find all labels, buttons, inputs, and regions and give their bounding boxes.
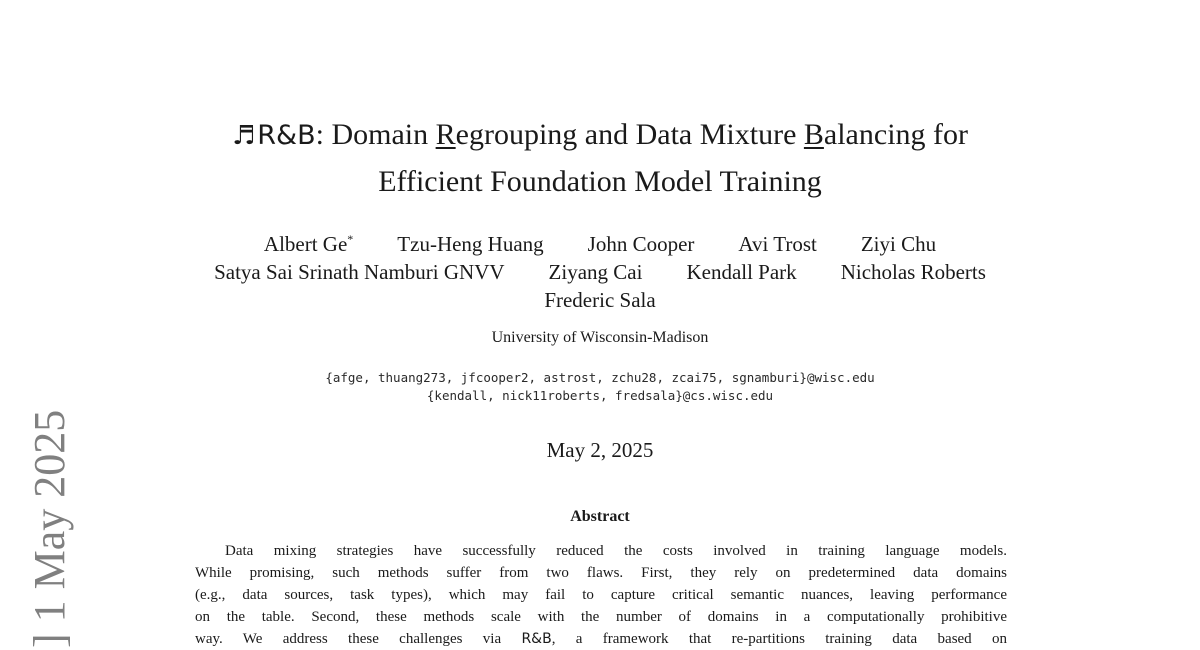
author-row [0, 258, 1200, 286]
title-line-2: Efficient Foundation Model Training [378, 165, 822, 198]
abstract-body [195, 540, 1007, 650]
abstract-line: While promising, such methods suffer from two flaws. First, they rely on predetermined data domains [195, 565, 1007, 581]
author-name: Avi Trost [738, 232, 817, 256]
title-underlined-letter: R [435, 118, 456, 151]
abstract-line: on the table. Second, these methods scale with the number of domains in a computationally prohibitive [195, 609, 1007, 625]
author-name: Nicholas Roberts [840, 260, 986, 284]
affiliation: University of Wisconsin-Madison [491, 329, 709, 346]
author-name: Kendall Park [686, 260, 797, 284]
title-underlined-letter: B [803, 118, 824, 151]
title-line-1 [0, 112, 1200, 159]
abstract-line: Data mixing strategies have successfully reduced the costs involved in training language models. [225, 543, 1007, 559]
publication-date: May 2, 2025 [546, 438, 654, 462]
email-line: {kendall, nick11roberts, fredsala}@cs.wisc.edu [426, 388, 774, 403]
method-name: R&B [257, 120, 316, 151]
author-row [0, 225, 1200, 258]
arxiv-side-stamp: ] 1 May 2025 [25, 409, 74, 648]
author-name: Ziyang Cai [548, 260, 643, 284]
title-text-part: : Domain [315, 118, 436, 151]
author-row [0, 286, 1200, 314]
title-text-part: alancing for [823, 118, 969, 151]
music-note-icon: ♬ [231, 121, 256, 151]
author-name: Satya Sai Srinath Namburi GNVV [214, 260, 505, 284]
author-name: Albert Ge* [263, 232, 354, 256]
abstract-heading: Abstract [570, 508, 630, 525]
author-name: Frederic Sala [544, 288, 656, 312]
title-text-part: egrouping and Data Mixture [455, 118, 804, 151]
paper-title [0, 112, 1200, 204]
abstract-line: way. We address these challenges via R&B, a framework that re-partitions training data based on [195, 631, 1007, 647]
author-name: Ziyi Chu [860, 232, 937, 256]
author-list [0, 225, 1200, 314]
author-name: John Cooper [587, 232, 695, 256]
email-line: {afge, thuang273, jfcooper2, astrost, zchu28, zcai75, sgnamburi}@wisc.edu [325, 370, 875, 385]
equal-contribution-mark: * [347, 232, 354, 246]
author-name: Tzu-Heng Huang [397, 232, 544, 256]
email-list [0, 369, 1200, 405]
abstract-line: (e.g., data sources, task types), which may fail to capture critical semantic nuances, leaving performance [195, 587, 1007, 603]
method-name: R&B [521, 631, 552, 647]
